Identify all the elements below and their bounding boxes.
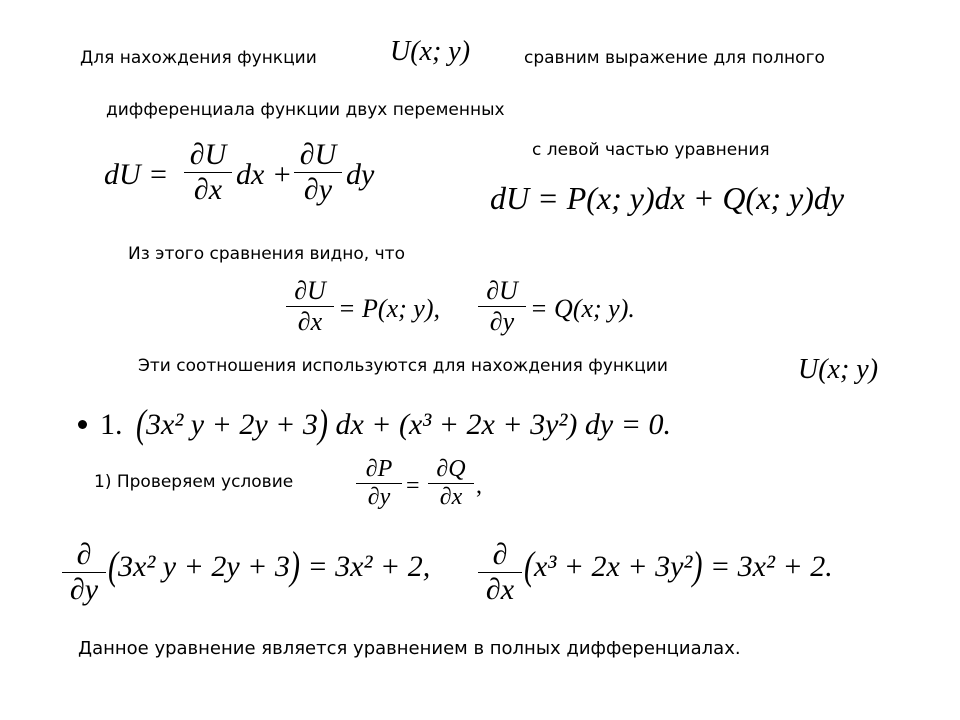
function-u-xy [390, 38, 470, 66]
example-mid: dx + (x³ + 2x + 3y²) dy = 0. [335, 408, 671, 441]
intro-text-6: Эти соотношения используются для нахождения функции [138, 356, 668, 376]
du-lhs: dU = [104, 158, 169, 191]
intro-text-5: Из этого сравнения видно, что [128, 244, 405, 264]
derivative-1-expr: 3x² y + 2y + 3 [118, 550, 290, 583]
function-u-xy-2: U(x; y) [798, 354, 879, 385]
fraction-dq-dx [428, 456, 474, 511]
fraction-denominator: ∂y [367, 484, 391, 510]
fraction-denominator: ∂y [303, 173, 333, 206]
right-paren: ) [317, 402, 328, 447]
fraction-denominator: ∂y [489, 307, 515, 336]
du-mid: dx + [236, 158, 293, 191]
fraction-du-dx [184, 138, 232, 207]
fraction-numerator: ∂U [299, 138, 337, 171]
du-tail: dy [346, 158, 375, 191]
fraction-numerator: ∂ [76, 538, 92, 571]
conclusion-text: Данное уравнение является уравнением в полных дифференциалах. [78, 638, 741, 659]
derivative-2-expr: x³ + 2x + 3y² [534, 550, 693, 583]
condition-eq: = [406, 473, 420, 499]
example-equation [136, 402, 671, 447]
intro-text-1: Для нахождения функции [80, 48, 317, 68]
right-paren: ) [692, 544, 703, 589]
example-left: 3x² y + 2y + 3 [146, 408, 318, 441]
fraction-numerator: ∂U [189, 138, 227, 171]
left-paren: ( [108, 544, 118, 589]
fraction-numerator: ∂ [492, 538, 508, 571]
intro-text-3: дифференциала функции двух переменных [106, 100, 505, 120]
fraction-numerator: ∂Q [436, 456, 466, 482]
left-paren: ( [136, 402, 146, 447]
right-paren: ) [289, 544, 300, 589]
fraction-du-dx-2 [286, 276, 334, 337]
relation-p: = P(x; y), [338, 294, 440, 323]
du-equation: dU = P(x; y)dx + Q(x; y)dy [490, 180, 845, 216]
fraction-denominator: ∂y [69, 573, 99, 606]
fraction-denominator: ∂x [193, 173, 223, 206]
fraction-dp-dy [356, 456, 402, 511]
left-paren: ( [524, 544, 534, 589]
step-1-text: 1) Проверяем условие [94, 472, 294, 492]
function-u-xy-text: U(x; y) [390, 36, 471, 67]
fraction-denominator: ∂x [297, 307, 323, 336]
derivative-1-result: = 3x² + 2, [307, 550, 431, 583]
condition-tail: , [476, 473, 482, 499]
derivative-2 [524, 544, 833, 589]
fraction-numerator: ∂U [486, 276, 518, 305]
bullet-icon [78, 420, 87, 429]
intro-text-4: с левой частью уравнения [532, 140, 770, 160]
fraction-denominator: ∂x [485, 573, 515, 606]
fraction-du-dy [294, 138, 342, 207]
derivative-2-result: = 3x² + 2. [709, 550, 833, 583]
fraction-denominator: ∂x [439, 484, 463, 510]
relation-q: = Q(x; y). [530, 294, 635, 323]
intro-text-2: сравним выражение для полного [524, 48, 825, 68]
operator-d-dy [62, 538, 106, 607]
fraction-numerator: ∂P [365, 456, 393, 482]
example-number: 1. [100, 408, 123, 441]
derivative-1 [108, 544, 431, 589]
fraction-numerator: ∂U [294, 276, 326, 305]
fraction-du-dy-2 [478, 276, 526, 337]
operator-d-dx [478, 538, 522, 607]
